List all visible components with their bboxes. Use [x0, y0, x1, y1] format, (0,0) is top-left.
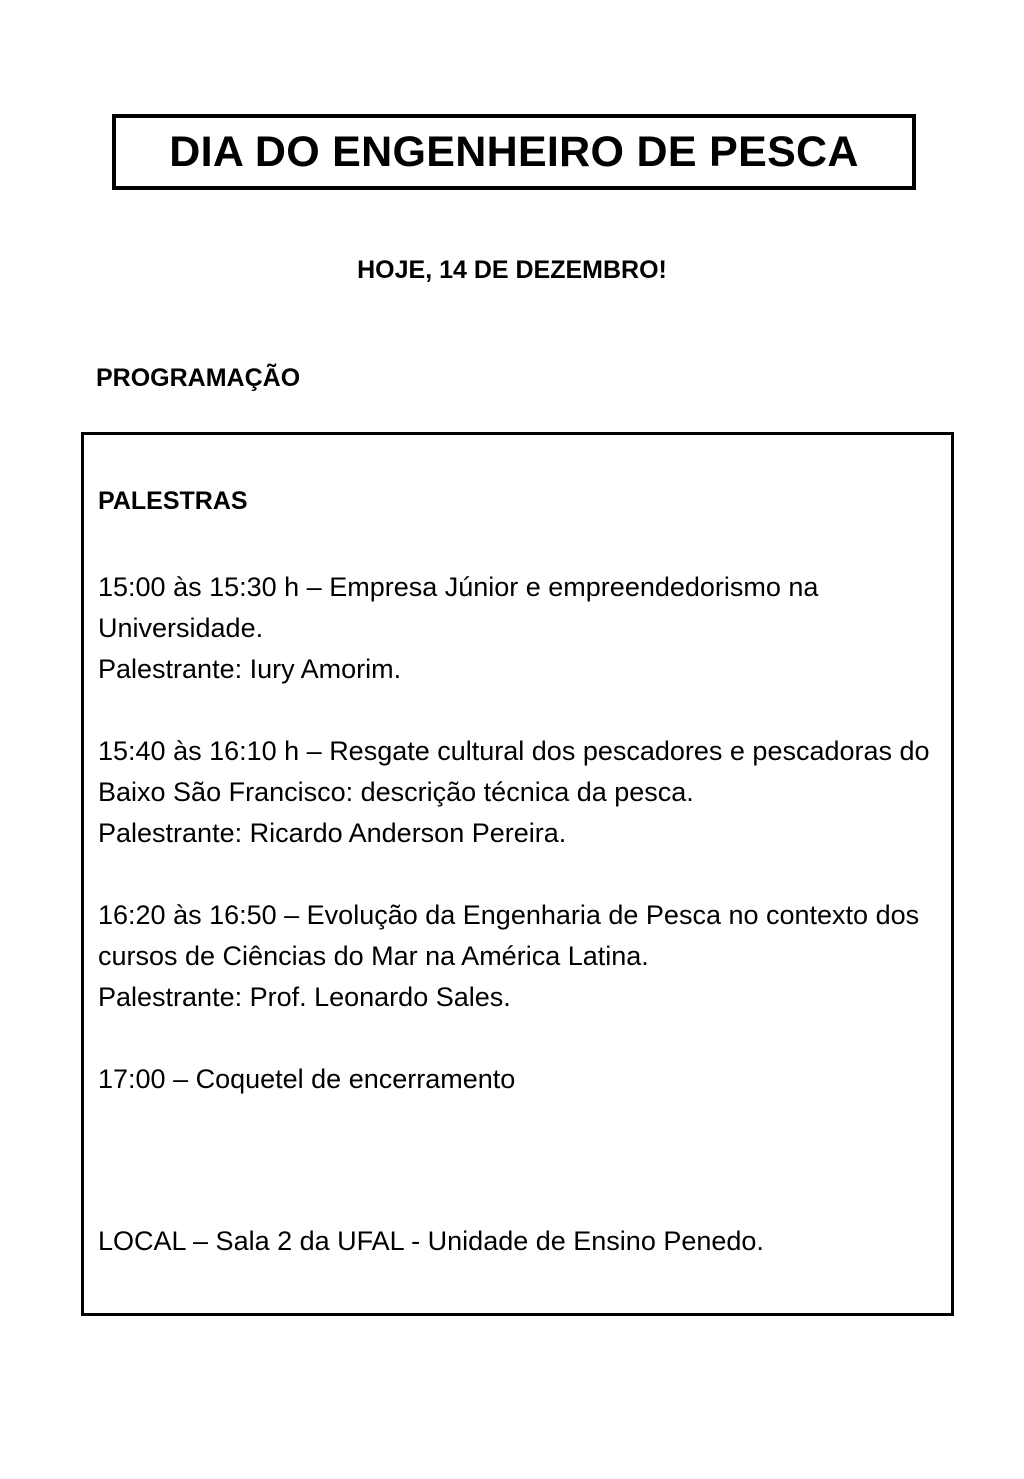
program-box	[81, 432, 954, 1316]
title-box	[112, 114, 916, 190]
talk-speaker: Palestrante: Ricardo Anderson Pereira.	[98, 818, 567, 848]
talks-list	[98, 567, 938, 1100]
event-location: LOCAL – Sala 2 da UFAL - Unidade de Ensino Penedo.	[98, 1226, 764, 1256]
page-title: DIA DO ENGENHEIRO DE PESCA	[169, 127, 859, 176]
talk-description: 15:40 às 16:10 h – Resgate cultural dos pescadores e pescadoras do Baixo São Francisco: descrição técnica da pesca.	[98, 736, 930, 807]
talk-description: 16:20 às 16:50 – Evolução da Engenharia de Pesca no contexto dos cursos de Ciências do Mar na América Latina.	[98, 900, 920, 971]
closing-event: 17:00 – Coquetel de encerramento	[98, 1064, 516, 1094]
talk-description: 15:00 às 15:30 h – Empresa Júnior e empreendedorismo na Universidade.	[98, 572, 819, 643]
date-line: HOJE, 14 DE DEZEMBRO!	[357, 256, 667, 284]
program-heading: PROGRAMAÇÃO	[96, 364, 301, 392]
talk-item	[98, 567, 938, 690]
talk-speaker: Palestrante: Prof. Leonardo Sales.	[98, 982, 511, 1012]
talk-item	[98, 895, 938, 1018]
talk-item	[98, 731, 938, 854]
talk-speaker: Palestrante: Iury Amorim.	[98, 654, 402, 684]
palestras-heading: PALESTRAS	[98, 487, 248, 515]
